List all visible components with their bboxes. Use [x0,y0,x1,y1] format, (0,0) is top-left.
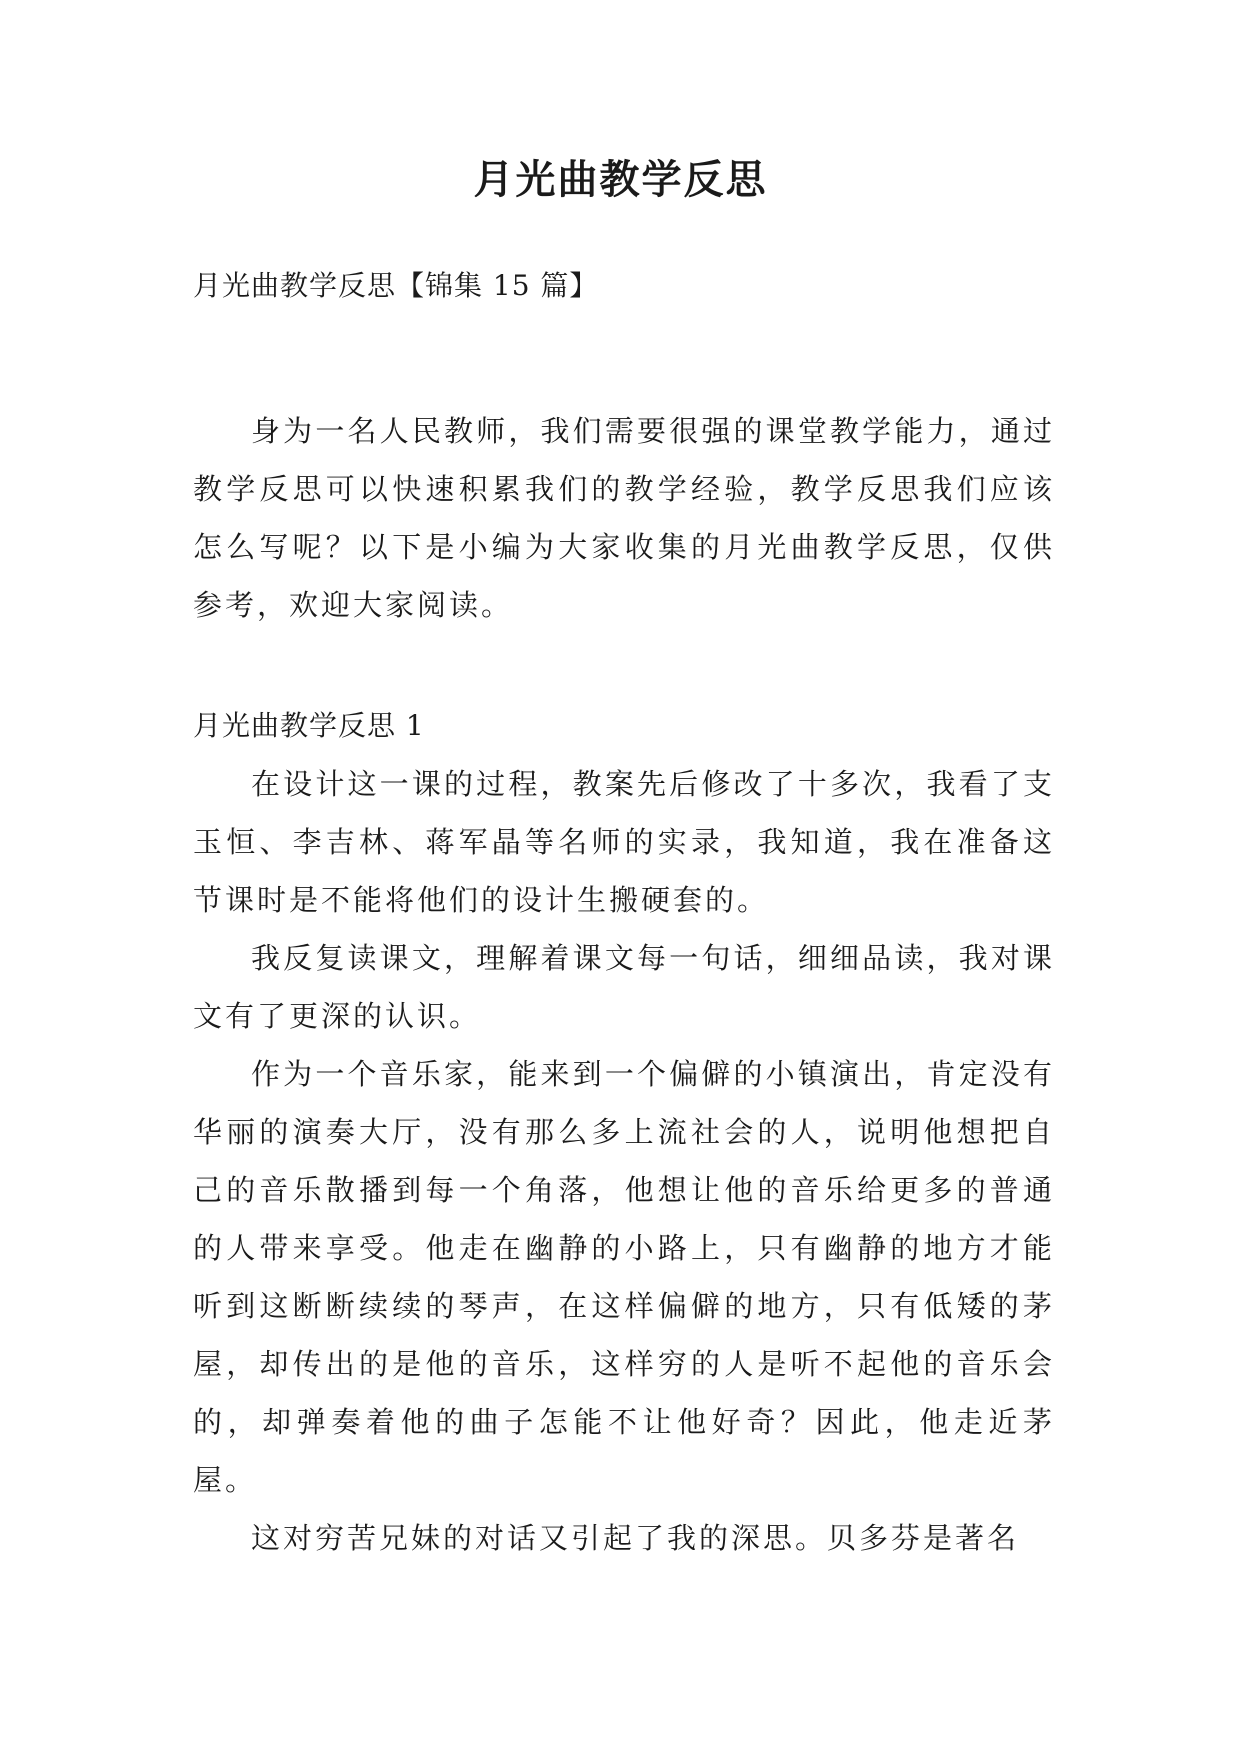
document-subtitle: 月光曲教学反思【锦集 15 篇】 [193,269,599,302]
body-paragraph-1: 在设计这一课的过程，教案先后修改了十多次，我看了支玉恒、李吉林、蒋军晶等名师的实录，我知道，我在准备这节课时是不能将他们的设计生搬硬套的。 [193,767,1055,917]
document-title: 月光曲教学反思 [473,156,768,203]
intro-paragraph: 身为一名人民教师，我们需要很强的课堂教学能力，通过教学反思可以快速积累我们的教学经验，教学反思我们应该怎么写呢？以下是小编为大家收集的月光曲教学反思，仅供参考，欢迎大家阅读。 [193,414,1055,622]
body-paragraph-4: 这对穷苦兄妹的对话又引起了我的深思。贝多芬是著名 [251,1521,1020,1555]
intro-block [193,402,1055,634]
section-body-1 [193,755,1055,1567]
body-paragraph-2: 我反复读课文，理解着课文每一句话，细细品读，我对课文有了更深的认识。 [193,941,1055,1033]
section-heading-1: 月光曲教学反思 1 [193,709,425,742]
body-paragraph-3: 作为一个音乐家，能来到一个偏僻的小镇演出，肯定没有华丽的演奏大厅，没有那么多上流社会的人，说明他想把自己的音乐散播到每一个角落，他想让他的音乐给更多的普通的人带来享受。他走在幽静的小路上，只有幽静的地方才能听到这断断续续的琴声，在这样偏僻的地方，只有低矮的茅屋，却传出的是他的音乐，这样穷的人是听不起他的音乐会的，却弹奏着他的曲子怎能不让他好奇？因此，他走近茅屋。 [193,1057,1055,1497]
